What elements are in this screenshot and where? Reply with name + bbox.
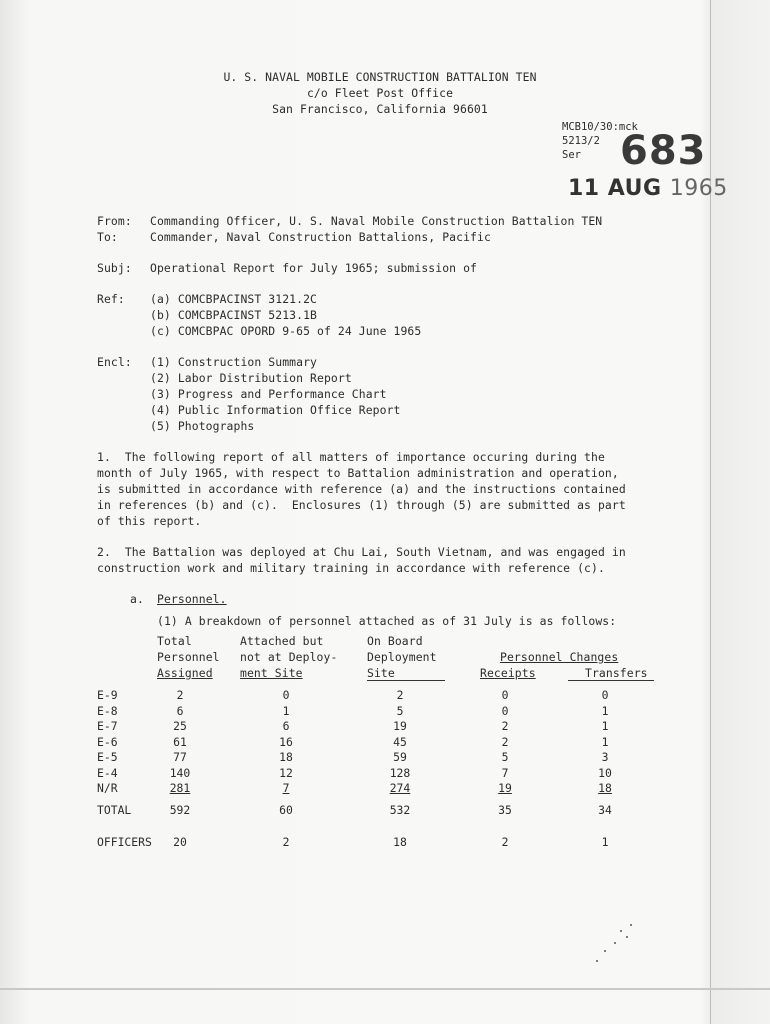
- table-row-total-transfers: 34: [598, 803, 612, 817]
- table-row-e-9-total: 2: [176, 688, 184, 702]
- ref-item: (b) COMCBPACINST 5213.1B: [150, 308, 317, 322]
- table-row-e-5-attached: 18: [279, 750, 293, 764]
- table-row-e-4-receipts: 7: [501, 765, 509, 780]
- col-transfers-header: Transfers: [585, 666, 648, 680]
- table-row-officers-total: 20: [173, 835, 187, 849]
- date-stamp-year: 1965: [669, 176, 728, 201]
- date-stamp-day-month: 11 AUG: [568, 176, 662, 201]
- paper-specks: [590, 920, 640, 970]
- table-row-e-6-grade: E-6: [97, 734, 118, 749]
- col-onboard-header-3: Site: [367, 666, 395, 680]
- col-onboard-header-2: Deployment: [367, 650, 437, 664]
- para2-line: construction work and military training in accordance with reference (c).: [97, 561, 605, 575]
- table-row-e-7-total: 25: [173, 719, 187, 733]
- letterhead-line-1: U. S. NAVAL MOBILE CONSTRUCTION BATTALION TEN: [223, 70, 537, 84]
- letterhead-line-3: San Francisco, California 96601: [272, 102, 488, 116]
- ref-label: Ref:: [97, 292, 125, 306]
- from-label: From:: [97, 214, 132, 228]
- table-row-e-6-transfers: 1: [601, 734, 609, 749]
- table-row-e-5-onboard: 59: [393, 750, 407, 764]
- table-row-nr-onboard: 274: [389, 781, 411, 795]
- table-row-nr-grade: N/R: [97, 781, 118, 795]
- para1-line: month of July 1965, with respect to Battalion administration and operation,: [97, 466, 619, 480]
- table-row-officers-onboard: 18: [393, 835, 407, 849]
- table-row-e-5-grade: E-5: [97, 750, 118, 764]
- table-row-e-7-transfers: 1: [601, 719, 609, 733]
- table-row-e-8-attached: 1: [282, 703, 290, 718]
- table-row-e-8-transfers: 1: [601, 703, 609, 718]
- table-row-total-grade: TOTAL: [97, 803, 132, 817]
- table-row-total-attached: 60: [279, 803, 293, 817]
- col-total-header-3: Assigned: [157, 666, 213, 680]
- table-row-e-6-total: 61: [173, 734, 187, 749]
- file-ref-line-1: MCB10/30:mck: [562, 121, 638, 133]
- table-row-e-9-onboard: 2: [396, 688, 404, 702]
- col-changes-header: Personnel Changes: [500, 650, 619, 664]
- transfers-header-underline: [568, 680, 654, 681]
- table-row-e-4-total: 140: [169, 765, 191, 780]
- table-row-e-5-total: 77: [173, 750, 187, 764]
- table-row-e-6-onboard: 45: [393, 734, 407, 749]
- table-row-total-receipts: 35: [498, 803, 512, 817]
- ref-item: (c) COMCBPAC OPORD 9-65 of 24 June 1965: [150, 324, 422, 338]
- table-row-e-8-receipts: 0: [501, 703, 509, 718]
- encl-item: (2) Labor Distribution Report: [150, 371, 352, 385]
- table-row-e-7-grade: E-7: [97, 719, 118, 733]
- encl-item: (1) Construction Summary: [150, 355, 317, 369]
- section-a-prefix: a.: [130, 592, 144, 606]
- encl-item: (3) Progress and Performance Chart: [150, 387, 387, 401]
- encl-item: (5) Photographs: [150, 419, 255, 433]
- table-row-nr-total: 281: [169, 781, 191, 795]
- table-row-e-9-receipts: 0: [501, 688, 509, 702]
- encl-item: (4) Public Information Office Report: [150, 403, 401, 417]
- ref-item: (a) COMCBPACINST 3121.2C: [150, 292, 317, 306]
- from-value: Commanding Officer, U. S. Naval Mobile Construction Battalion TEN: [150, 214, 603, 228]
- onboard-header-underline: [367, 680, 445, 681]
- col-total-header-1: Total: [157, 634, 192, 648]
- table-row-e-7-receipts: 2: [501, 719, 509, 733]
- encl-label: Encl:: [97, 355, 132, 369]
- date-stamp: [568, 176, 728, 201]
- col-attached-header-3: ment Site: [240, 666, 303, 680]
- table-row-e-4-transfers: 10: [598, 765, 612, 780]
- table-row-e-8-total: 6: [176, 703, 184, 718]
- para1-line: 1. The following report of all matters of importance occuring during the: [97, 450, 605, 464]
- table-row-total-onboard: 532: [389, 803, 411, 817]
- col-attached-header-2: not at Deploy-: [240, 650, 338, 664]
- col-total-header-2: Personnel: [157, 650, 220, 664]
- col-onboard-header-1: On Board: [367, 634, 423, 648]
- para2-line: 2. The Battalion was deployed at Chu Lai, South Vietnam, and was engaged in: [97, 545, 626, 559]
- table-row-e-6-receipts: 2: [501, 734, 509, 749]
- table-row-e-4-onboard: 128: [389, 765, 411, 780]
- col-attached-header-1: Attached but: [240, 634, 324, 648]
- table-row-nr-transfers: 18: [598, 781, 612, 795]
- table-row-e-7-onboard: 19: [393, 719, 407, 733]
- section-a-title: Personnel.: [157, 592, 227, 606]
- table-row-e-7-attached: 6: [282, 719, 290, 733]
- para1-line: of this report.: [97, 514, 202, 528]
- table-row-e-4-attached: 12: [279, 765, 293, 780]
- table-row-officers-attached: 2: [282, 835, 290, 849]
- file-ref-line-2: 5213/2: [562, 135, 600, 147]
- page-bottom-edge: [0, 988, 770, 990]
- col-receipts-header: Receipts: [480, 666, 536, 680]
- table-row-e-5-receipts: 5: [501, 750, 509, 764]
- table-row-e-5-transfers: 3: [601, 750, 609, 764]
- para1-line: in references (b) and (c). Enclosures (1) through (5) are submitted as part: [97, 498, 626, 512]
- table-row-officers-receipts: 2: [501, 835, 509, 849]
- table-row-e-8-onboard: 5: [396, 703, 404, 718]
- serial-number: 683: [620, 128, 707, 174]
- table-row-e-9-attached: 0: [282, 688, 290, 702]
- page-fold-line: [710, 0, 711, 1024]
- table-row-nr-attached: 7: [282, 781, 290, 795]
- table-row-e-6-attached: 16: [279, 734, 293, 749]
- table-row-e-4-grade: E-4: [97, 765, 118, 780]
- table-row-e-8-grade: E-8: [97, 703, 118, 718]
- letterhead-line-2: c/o Fleet Post Office: [306, 86, 454, 100]
- table-row-nr-receipts: 19: [498, 781, 512, 795]
- to-value: Commander, Naval Construction Battalions, Pacific: [150, 230, 491, 244]
- to-label: To:: [97, 230, 118, 244]
- table-row-e-9-grade: E-9: [97, 688, 118, 702]
- table-row-officers-transfers: 1: [601, 835, 609, 849]
- table-row-e-9-transfers: 0: [601, 688, 609, 702]
- file-ref-line-3: Ser: [562, 149, 581, 161]
- table-row-officers-grade: OFFICERS: [97, 835, 152, 849]
- para1-line: is submitted in accordance with reference (a) and the instructions contained: [97, 482, 626, 496]
- breakdown-intro: (1) A breakdown of personnel attached as of 31 July is as follows:: [157, 614, 617, 628]
- table-row-total-total: 592: [169, 803, 191, 817]
- subj-value: Operational Report for July 1965; submission of: [150, 261, 478, 275]
- subj-label: Subj:: [97, 261, 132, 275]
